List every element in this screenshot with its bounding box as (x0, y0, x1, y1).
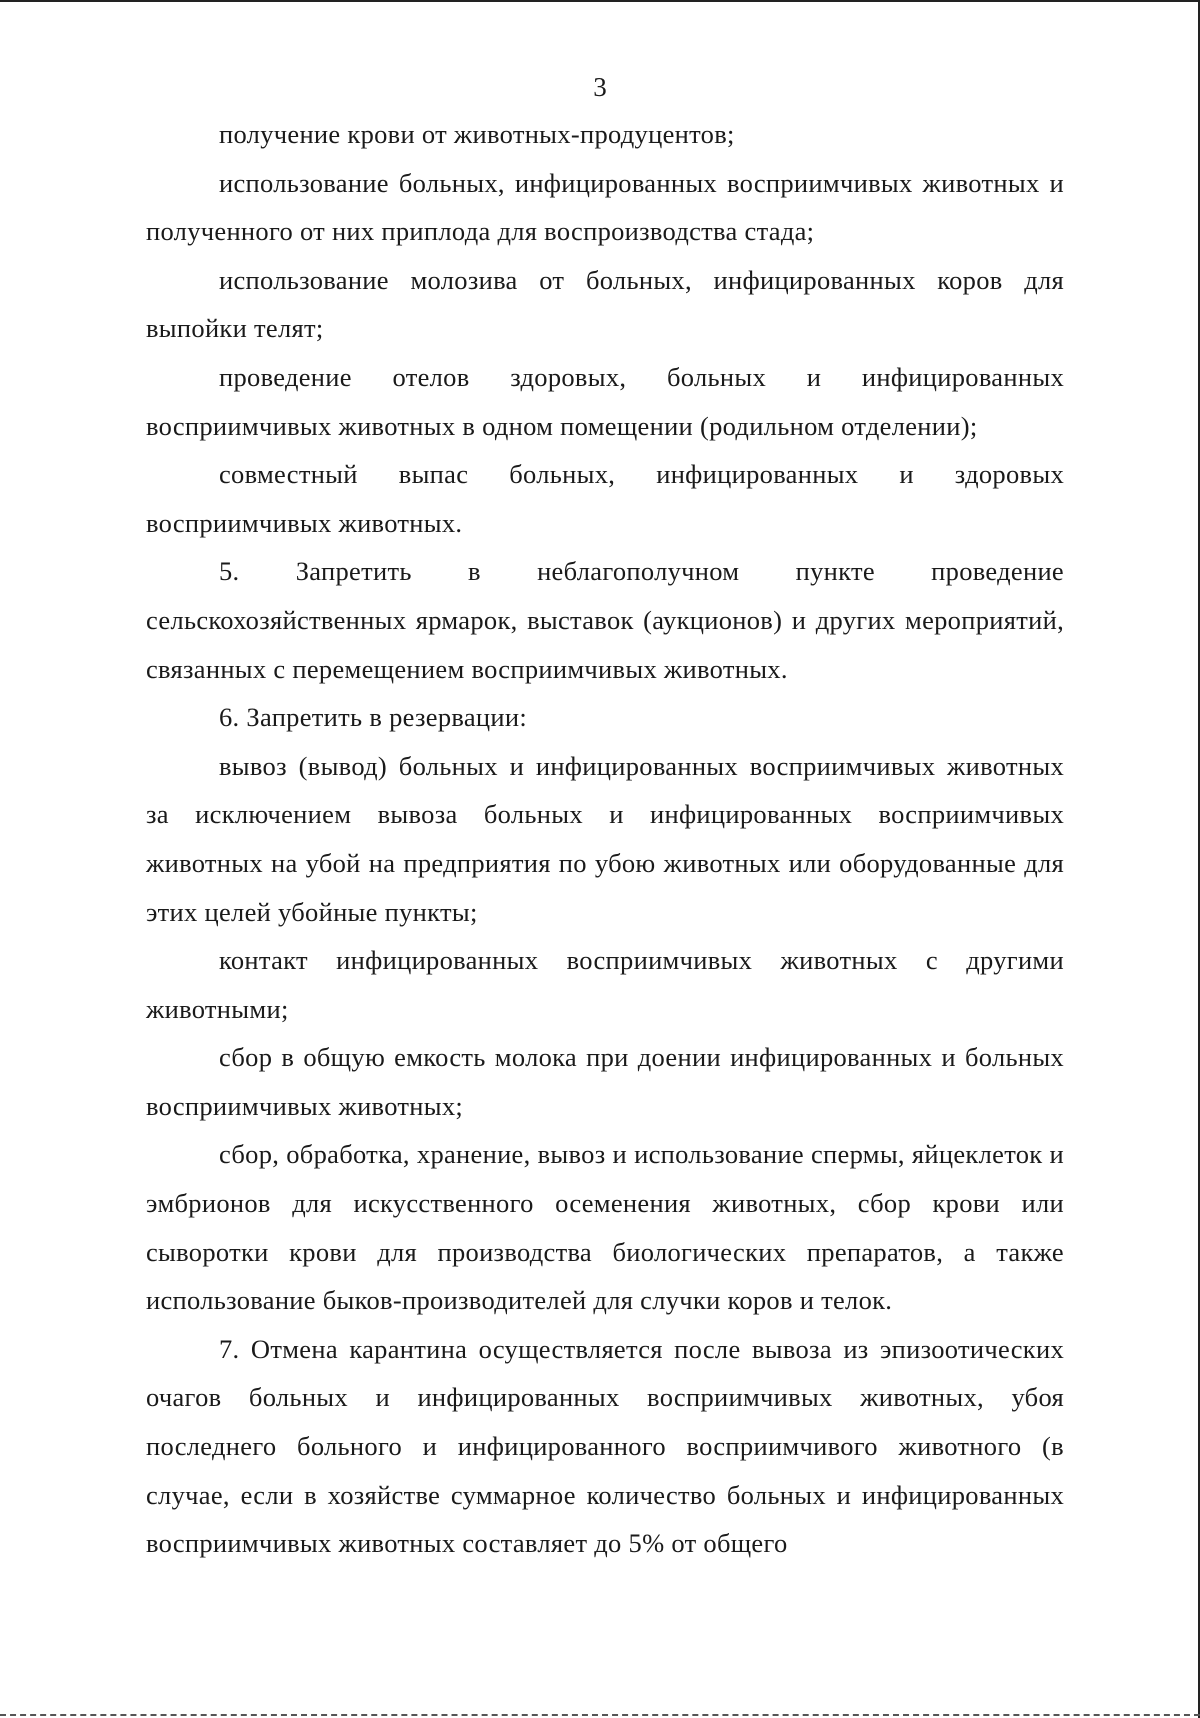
paragraph: 6. Запретить в резервации: (219, 702, 528, 733)
paragraph: получение крови от животных-продуцентов; (219, 119, 735, 149)
page-number: 3 (593, 72, 607, 102)
paragraph: сбор, обработка, хранение, вывоз и использование спермы, яйцеклеток и эмбрионов для искусственного осеменения животных, сбор крови или сыворотки крови для производства биологических препаратов, а также использование быков-производителей для случки коров и телок. (146, 1139, 1064, 1316)
scan-top-border (0, 0, 1200, 2)
scan-bottom-border (0, 1714, 1200, 1716)
paragraph: использование молозива от больных, инфицированных коров для выпойки телят; (146, 264, 1064, 344)
paragraph: контакт инфицированных восприимчивых животных с другими животными; (146, 945, 1064, 1024)
paragraph: 7. Отмена карантина осуществляется после вывоза из эпизоотических очагов больных и инфицированных восприимчивых животных, убоя последнего больного и инфицированного восприимчивого животного (в случае, если в хозяйстве суммарное количество больных и инфицированных восприимчивых животных составляет до 5% от общего (146, 1333, 1064, 1559)
document-body (146, 110, 1064, 1568)
paragraph: использование больных, инфицированных восприимчивых животных и полученного от них приплода для воспроизводства стада; (146, 167, 1064, 247)
paragraph: проведение отелов здоровых, больных и инфицированных восприимчивых животных в одном помещении (родильном отделении); (146, 361, 1064, 441)
paragraph: сбор в общую емкость молока при доении инфицированных и больных восприимчивых животных; (146, 1042, 1064, 1121)
paragraph: совместный выпас больных, инфицированных и здоровых восприимчивых животных. (146, 459, 1064, 538)
paragraph: вывоз (вывод) больных и инфицированных восприимчивых животных за исключением вывоза больных и инфицированных восприимчивых животных на убой на предприятия по убою животных или оборудованные для этих целей убойные пункты; (146, 750, 1064, 927)
paragraph: 5. Запретить в неблагополучном пункте проведение сельскохозяйственных ярмарок, выставок (аукционов) и других мероприятий, связанных с перемещением восприимчивых животных. (146, 556, 1064, 684)
